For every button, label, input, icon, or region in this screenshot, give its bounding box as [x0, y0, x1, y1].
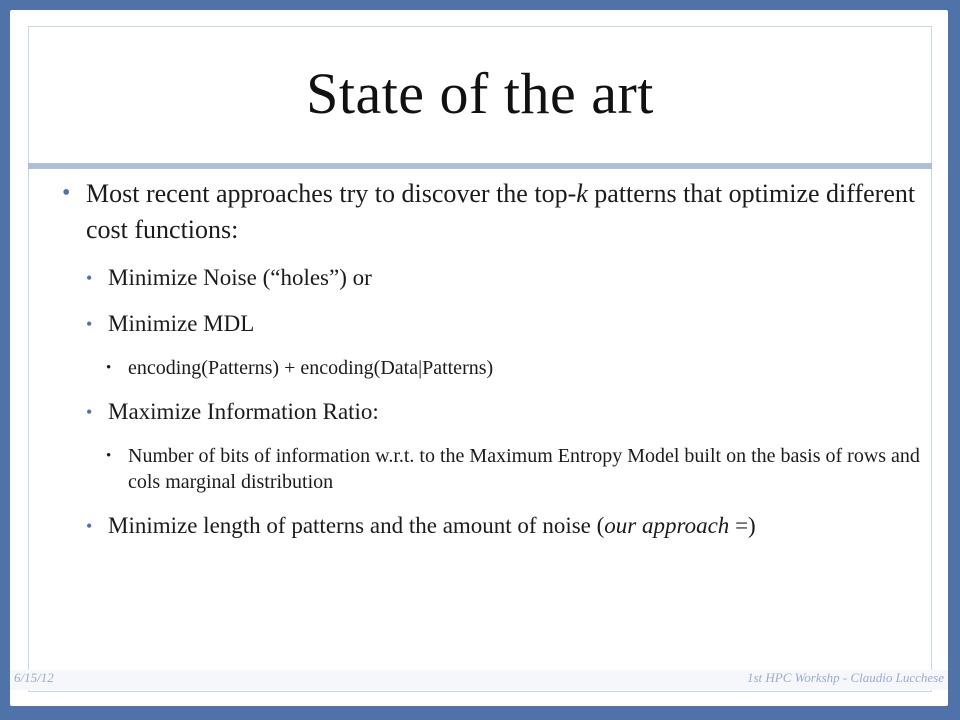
bullet-item — [106, 355, 922, 381]
bullet-item — [62, 176, 922, 248]
bullet-text: patterns that optimize different cost functions: — [86, 179, 916, 244]
bullet-text: Minimize length of patterns and the amount of noise ( — [108, 513, 605, 538]
bullet-item — [86, 263, 922, 293]
bullet-item — [86, 397, 922, 427]
bullet-text-emphasis: k — [576, 179, 588, 208]
bullet-icon: • — [106, 360, 112, 376]
bullet-icon: • — [62, 180, 71, 206]
footer-date: 6/15/12 — [14, 670, 54, 685]
bullet-item — [106, 443, 922, 495]
title-divider — [28, 163, 932, 169]
bullet-text: =) — [729, 513, 756, 538]
bullet-text: Maximize Information Ratio: — [108, 399, 379, 424]
bullet-text-emphasis: our approach — [604, 513, 730, 538]
bullet-icon: • — [106, 448, 112, 464]
bullet-text: encoding(Patterns) + encoding(Data|Patterns) — [128, 357, 494, 379]
bullet-text: Number of bits of information w.r.t. to the Maximum Entropy Model built on the basis of rows and cols marginal distribution — [128, 445, 920, 493]
bullet-icon: • — [86, 314, 93, 334]
slide-content — [62, 176, 922, 557]
bullet-text: Minimize MDL — [108, 311, 255, 336]
footer-text: 1st HPC Workshp - Claudio Lucchese — [746, 670, 944, 685]
bullet-icon: • — [86, 402, 93, 422]
bullet-icon: • — [86, 268, 93, 288]
slide-title: State of the art — [306, 61, 654, 126]
bullet-item — [86, 511, 922, 541]
bullet-text: Most recent approaches try to discover the top- — [86, 179, 577, 208]
bullet-icon: • — [86, 516, 93, 536]
bullet-item — [86, 309, 922, 339]
bullet-text: Minimize Noise (“holes”) or — [108, 265, 372, 290]
